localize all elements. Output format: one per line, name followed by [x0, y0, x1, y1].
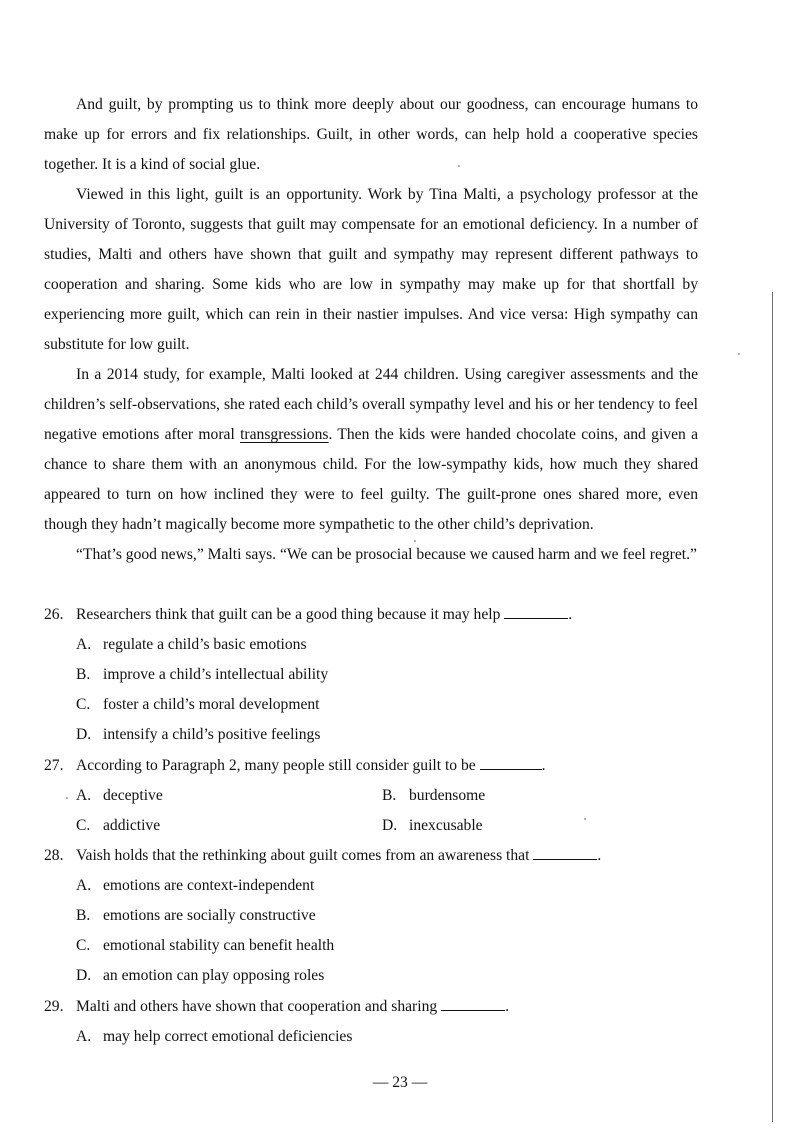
option-28-d[interactable] [76, 961, 324, 991]
option-27-c[interactable] [76, 811, 160, 841]
passage-paragraph-3 [44, 360, 698, 540]
option-text: deceptive [103, 787, 163, 804]
question-27 [44, 751, 704, 781]
option-letter: D. [76, 967, 92, 984]
paragraph-1-text: And guilt, by prompting us to think more deeply about our goodness, can encourage humans to make up for errors and fix relationships. Guilt, in other words, can help hold a cooperative species together. It is a kind of social glue. [44, 96, 698, 173]
answer-blank[interactable] [504, 604, 568, 619]
option-letter: B. [76, 907, 91, 924]
option-text: an emotion can play opposing roles [103, 967, 325, 984]
question-stem: According to Paragraph 2, many people still consider guilt to be [76, 757, 476, 774]
option-text: foster a child’s moral development [103, 696, 320, 713]
option-letter: B. [382, 787, 397, 804]
option-text: may help correct emotional deficiencies [103, 1028, 353, 1045]
option-letter: A. [76, 636, 92, 653]
option-letter: A. [76, 1028, 92, 1045]
scan-speck [414, 540, 416, 542]
question-end-mark: . [568, 606, 573, 623]
option-26-d[interactable] [76, 720, 320, 750]
question-stem: Researchers think that guilt can be a good thing because it may help [76, 606, 501, 623]
option-text: regulate a child’s basic emotions [103, 636, 307, 653]
answer-blank[interactable] [441, 996, 505, 1011]
scan-edge-line [772, 292, 773, 1122]
question-number: 26. [44, 606, 64, 623]
question-28 [44, 841, 704, 871]
option-letter: A. [76, 877, 92, 894]
option-letter: D. [76, 726, 92, 743]
option-28-b[interactable] [76, 901, 316, 931]
question-stem: Vaish holds that the rethinking about guilt comes from an awareness that [76, 847, 530, 864]
option-28-c[interactable] [76, 931, 334, 961]
paragraph-2-text: Viewed in this light, guilt is an opportunity. Work by Tina Malti, a psychology professor at the University of Toronto, suggests that guilt may compensate for an emotional deficiency. In a number of studies, Malti and others have shown that guilt and sympathy may represent different pathways to cooperation and sharing. Some kids who are low in sympathy may make up for that shortfall by experiencing more guilt, which can rein in their nastier impulses. And vice versa: High sympathy can substitute for low guilt. [44, 186, 698, 353]
option-text: emotional stability can benefit health [103, 937, 335, 954]
passage-paragraph-2 [44, 180, 698, 360]
option-letter: C. [76, 937, 91, 954]
option-text: intensify a child’s positive feelings [103, 726, 321, 743]
answer-blank[interactable] [533, 845, 597, 860]
question-end-mark: . [597, 847, 602, 864]
option-letter: C. [76, 817, 91, 834]
scan-speck [458, 165, 460, 167]
option-text: improve a child’s intellectual ability [103, 666, 329, 683]
option-letter: D. [382, 817, 398, 834]
option-text: emotions are socially constructive [103, 907, 316, 924]
option-26-b[interactable] [76, 660, 328, 690]
option-letter: C. [76, 696, 91, 713]
answer-blank[interactable] [480, 755, 542, 770]
option-27-d[interactable] [382, 811, 483, 841]
question-end-mark: . [541, 757, 546, 774]
option-text: burdensome [409, 787, 486, 804]
underlined-word-transgressions: transgressions [240, 426, 329, 443]
option-28-a[interactable] [76, 871, 314, 901]
scan-speck [584, 818, 586, 820]
option-29-a[interactable] [76, 1022, 352, 1052]
option-text: emotions are context-independent [103, 877, 315, 894]
question-number: 29. [44, 998, 64, 1015]
scan-speck [738, 353, 740, 355]
question-29 [44, 992, 704, 1022]
question-end-mark: . [505, 998, 509, 1015]
passage-paragraph-1 [44, 90, 698, 180]
option-letter: B. [76, 666, 91, 683]
option-text: addictive [103, 817, 161, 834]
option-27-a[interactable] [76, 781, 163, 811]
paragraph-4-text: “That’s good news,” Malti says. “We can be prosocial because we caused harm and we feel regret.” [76, 546, 697, 563]
paragraph-3-text-start: In a 2014 study, for example, Malti looked at 244 children. Using caregiver assessments and the children’s self-observations, she rated each child’s overall sympathy level and his or her tendency to feel negative emotions after moral [44, 366, 698, 443]
page-number: — 23 — [372, 1074, 428, 1091]
option-text: inexcusable [409, 817, 483, 834]
paragraph-3-text-end: . Then the kids were handed chocolate coins, and given a chance to share them with an anonymous child. For the low-sympathy kids, how much they shared appeared to turn on how inclined they were to feel guilty. The guilt-prone ones shared more, even though they hadn’t magically become more sympathetic to the other child’s deprivation. [44, 426, 698, 533]
scan-speck [66, 797, 68, 799]
option-27-b[interactable] [382, 781, 485, 811]
option-26-a[interactable] [76, 630, 307, 660]
option-26-c[interactable] [76, 690, 320, 720]
question-number: 28. [44, 847, 64, 864]
question-stem: Malti and others have shown that cooperation and sharing [76, 998, 438, 1015]
question-26 [44, 600, 704, 630]
option-letter: A. [76, 787, 92, 804]
passage-paragraph-4 [44, 540, 698, 570]
question-number: 27. [44, 757, 64, 774]
